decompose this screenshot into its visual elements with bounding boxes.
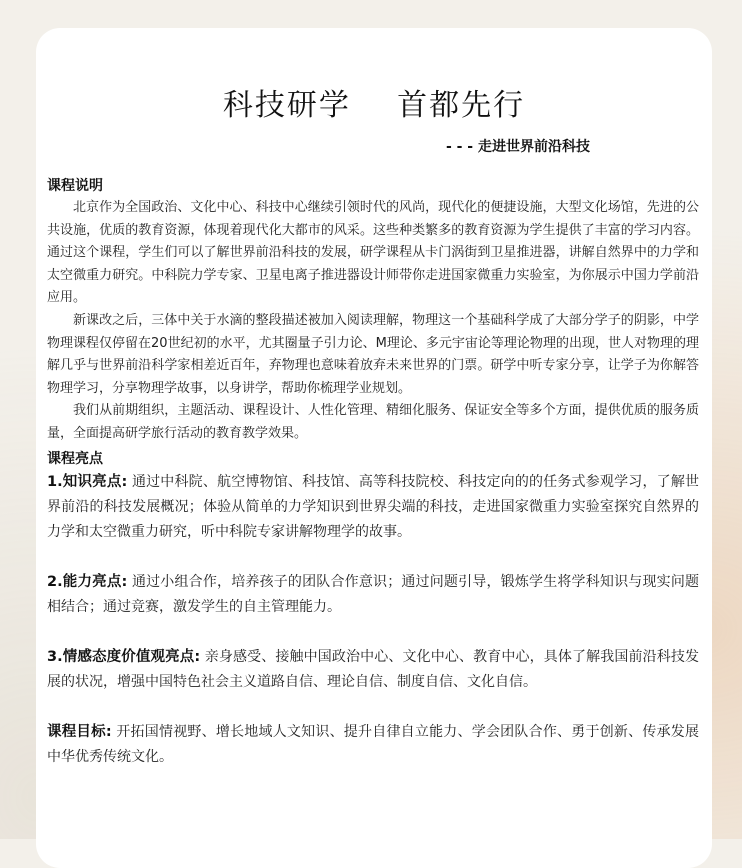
content-card — [36, 28, 712, 868]
intro-paragraph-3: 我们从前期组织，主题活动、课程设计、人性化管理、精细化服务、保证安全等多个方面，提供优质的服务质量，全面提高研学旅行活动的教育教学效果。 — [47, 403, 699, 441]
page-subtitle: - - - 走进世界前沿科技 — [445, 139, 590, 155]
highlight-ability-text: 通过小组合作，培养孩子的团队合作意识；通过问题引导，锻炼学生将学科知识与现实问题相结合；通过竞赛，激发学生的自主管理能力。 — [47, 573, 699, 615]
page-title: 科技研学 首都先行 — [222, 88, 526, 123]
course-goal-label: 课程目标: — [47, 723, 112, 740]
course-goal-text: 开拓国情视野、增长地域人文知识、提升自律自立能力、学会团队合作、勇于创新、传承发展中华优秀传统文化。 — [47, 723, 699, 765]
intro-paragraph-1: 北京作为全国政治、文化中心、科技中心继续引领时代的风尚，现代化的便捷设施，大型文化场馆，先进的公共设施，优质的教育资源，体现着现代化大都市的风采。这些种类繁多的教育资源为学生提供了丰富的学习内容。通过这个课程，学生们可以了解世界前沿科技的发展，研学课程从卡门涡街到卫星推进器，讲解自然界中的力学和太空微重力研究。中科院力学专家、卫星电离子推进器设计师带你走进国家微重力实验室，为你展示中国力学前沿应用。 — [47, 200, 699, 306]
highlight-knowledge — [47, 470, 699, 545]
article-body — [47, 175, 699, 795]
course-goal — [47, 720, 699, 770]
intro-paragraph-2: 新课改之后，三体中关于水滴的整段描述被加入阅读理解，物理这一个基础科学成了大部分学子的阴影，中学物理课程仅停留在20世纪初的水平，尤其圈量子引力论、M理论、多元宇宙论等理论物理的出现，世人对物理的理解几乎与世界前沿科学家相差近百年，弃物理也意味着放弃未来世界的门票。研学中听专家分享，让学子为你解答物理学习，分享物理学故事，以身讲学，帮助你梳理学业规划。 — [47, 312, 699, 396]
highlight-knowledge-text: 通过中科院、航空博物馆、科技馆、高等科技院校、科技定向的的任务式参观学习，了解世界前沿的科技发展概况；体验从简单的力学知识到世界尖端的科技，走进国家微重力实验室探究自然界的力学和太空微重力研究，听中科院专家讲解物理学的故事。 — [47, 473, 699, 540]
section-heading-highlights: 课程亮点 — [47, 450, 103, 467]
highlight-knowledge-label: 1.知识亮点: — [47, 473, 128, 490]
highlight-values — [47, 645, 699, 695]
highlight-ability — [47, 570, 699, 620]
highlight-values-label: 3.情感态度价值观亮点: — [47, 648, 201, 665]
highlight-ability-label: 2.能力亮点: — [47, 573, 128, 590]
highlight-values-text: 亲身感受、接触中国政治中心、文化中心、教育中心，具体了解我国前沿科技发展的状况，增强中国特色社会主义道路自信、理论自信、制度自信、文化自信。 — [47, 648, 699, 690]
section-heading-intro: 课程说明 — [47, 178, 103, 194]
